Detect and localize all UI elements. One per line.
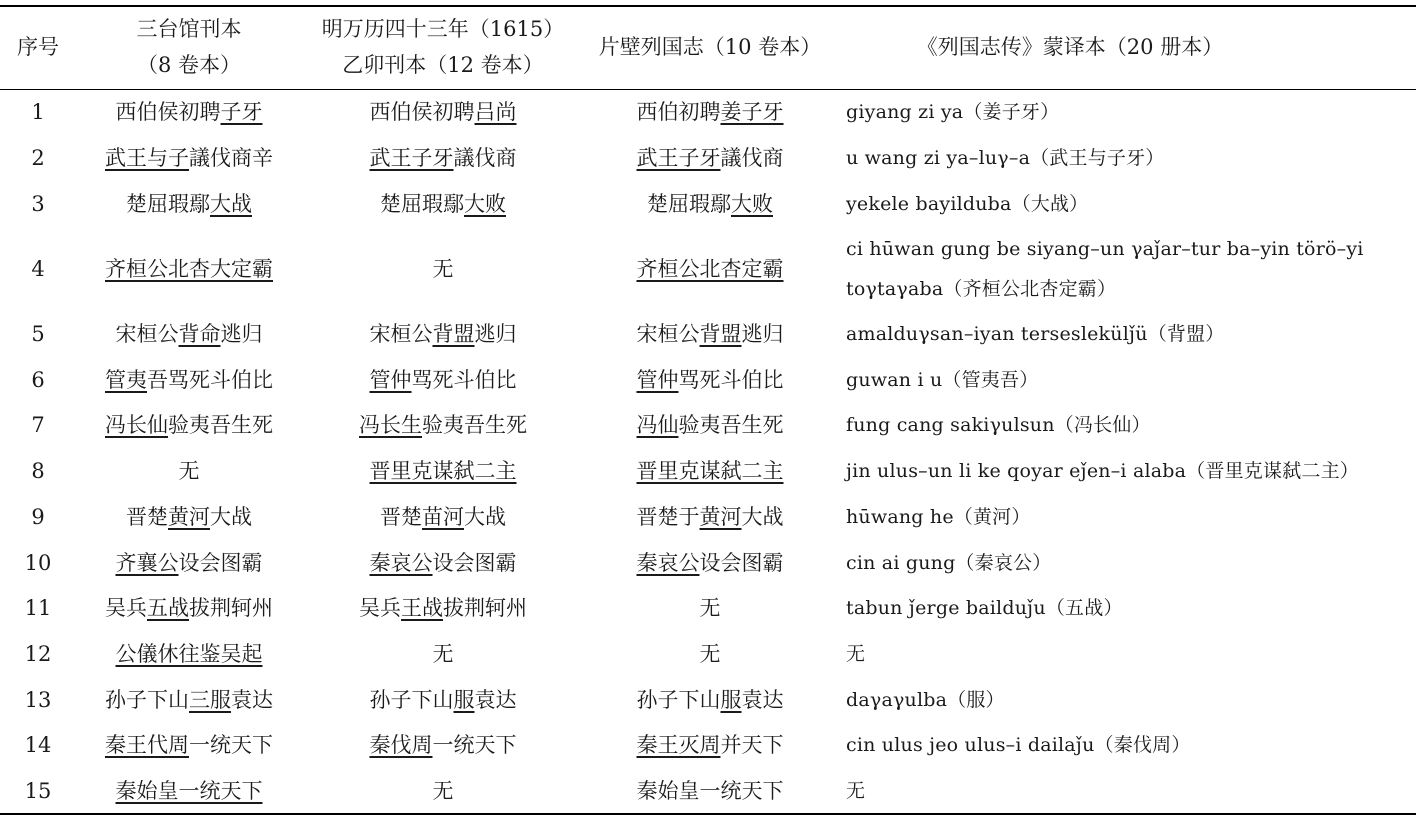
text-segment: 一统天下 (189, 733, 273, 757)
table-top-rule (0, 5, 1416, 7)
row-number: 4 (31, 257, 45, 281)
row-number: 6 (31, 368, 45, 392)
underlined-segment: 晋里克谋弑二主 (369, 459, 517, 483)
text-segment: 无 (699, 596, 721, 620)
underlined-segment: 苗河 (422, 505, 464, 529)
title-cell-c2 (433, 634, 454, 674)
header-cell-4 (599, 29, 821, 65)
mongolian-translation-cell: cin ai gung（秦哀公） (846, 552, 1052, 574)
underlined-segment: 大败 (464, 192, 506, 216)
header-line: 序号 (17, 35, 59, 59)
title-cell-c2 (370, 451, 517, 491)
underlined-segment: 秦伐周 (369, 733, 433, 757)
underlined-segment: 管仲 (369, 368, 412, 392)
underlined-segment: 齐桓公北杏定霸 (636, 257, 784, 281)
mongolian-translation-cell: guwan i u（管夷吾） (846, 369, 1039, 391)
header-cell-3 (322, 11, 564, 83)
row-number: 15 (24, 779, 52, 803)
title-cell-c1 (179, 451, 200, 491)
underlined-segment: 背盟 (699, 322, 742, 346)
title-cell-c3 (637, 771, 784, 811)
text-segment: 无 (432, 257, 454, 281)
underlined-segment: 管夷 (105, 368, 147, 392)
title-cell-c3 (700, 634, 721, 674)
title-cell-c3 (647, 184, 773, 224)
text-segment: 宋桓公 (369, 322, 433, 346)
text-segment: 设会图霸 (432, 551, 517, 575)
header-cell-1 (17, 29, 59, 65)
underlined-segment: 三服 (189, 688, 231, 712)
row-number: 14 (24, 733, 52, 757)
title-cell-c2 (370, 725, 517, 765)
title-cell-c2 (380, 497, 506, 537)
text-segment: 晋楚于 (636, 505, 700, 529)
title-cell-c1 (105, 725, 273, 765)
text-segment: 楚屈瑕鄢 (380, 192, 464, 216)
text-segment: 无 (178, 459, 200, 483)
mongolian-translation-cell: giyang zi ya（姜子牙） (846, 101, 1060, 123)
title-cell-c3 (637, 92, 784, 132)
mongolian-translation-cell: amalduγsan–iyan terseslekülǰü（背盟） (846, 323, 1225, 345)
text-segment: 逃归 (741, 322, 784, 346)
title-cell-c1 (116, 771, 263, 811)
title-cell-c2 (370, 360, 517, 400)
header-cell-5 (917, 29, 1223, 65)
underlined-segment: 王战 (401, 596, 443, 620)
underlined-segment: 公儀休往鉴吴起 (115, 642, 263, 666)
underlined-segment: 秦王灭周 (636, 733, 721, 757)
text-segment: 吴兵 (105, 596, 147, 620)
title-cell-c3 (637, 680, 784, 720)
title-cell-c3 (700, 588, 721, 628)
underlined-segment: 秦哀公 (369, 551, 433, 575)
mongolian-translation-cell: hūwang he（黄河） (846, 506, 1031, 528)
mongolian-translation-cell: cin ulus jeo ulus–i dailaǰu（秦伐周） (846, 734, 1191, 756)
text-segment: 袁达 (231, 688, 273, 712)
text-segment: 議伐商辛 (189, 146, 273, 170)
text-segment: 大战 (210, 505, 252, 529)
title-cell-c1 (105, 405, 273, 445)
title-cell-c2 (359, 405, 527, 445)
text-segment: 逃归 (474, 322, 517, 346)
row-number: 10 (24, 551, 52, 575)
title-cell-c3 (637, 138, 784, 178)
row-number: 5 (31, 322, 45, 346)
mongolian-translation-cell: yekele bayilduba（大战） (846, 193, 1089, 215)
title-cell-c1 (116, 92, 263, 132)
title-cell-c2 (433, 771, 454, 811)
row-number: 2 (31, 146, 45, 170)
row-number: 1 (31, 100, 45, 124)
title-cell-c1 (105, 138, 273, 178)
underlined-segment: 武王与子 (105, 146, 189, 170)
title-cell-c1 (126, 497, 252, 537)
underlined-segment: 齐襄公 (115, 551, 179, 575)
text-segment: 大战 (741, 505, 784, 529)
text-segment: 孙子下山 (636, 688, 721, 712)
underlined-segment: 姜子牙 (720, 100, 784, 124)
text-segment: 孙子下山 (105, 688, 189, 712)
underlined-segment: 秦王代周 (105, 733, 189, 757)
header-line: 三台馆刊本 (136, 17, 242, 41)
underlined-segment: 服 (453, 688, 475, 712)
underlined-segment: 吕尚 (474, 100, 517, 124)
header-line: 片壁列国志（10 卷本） (598, 35, 822, 59)
underlined-segment: 背盟 (432, 322, 475, 346)
mongolian-translation-cell: fung cang sakiγulsun（冯长仙） (846, 414, 1151, 436)
underlined-segment: 服 (720, 688, 742, 712)
title-cell-c3 (637, 405, 784, 445)
title-cell-c3 (637, 543, 784, 583)
mongolian-translation-cell: ci hūwan gung be siyang–un γaǰar–tur ba–yin törö–yi toγtaγaba（齐桓公北杏定霸） (846, 238, 1364, 300)
underlined-segment: 背命 (178, 322, 221, 346)
text-segment: 大战 (464, 505, 506, 529)
title-cell-c1 (105, 680, 273, 720)
text-segment: 吴兵 (359, 596, 401, 620)
underlined-segment: 冯仙 (636, 413, 679, 437)
underlined-segment: 子牙 (220, 100, 263, 124)
title-cell-c3 (637, 360, 784, 400)
underlined-segment: 秦始皇一统天下 (115, 779, 263, 803)
underlined-segment: 晋里克谋弑二主 (636, 459, 784, 483)
mongolian-translation-cell: jin ulus–un li ke qoyar eǰen–i alaba（晋里克谋弑二主） (846, 460, 1359, 482)
underlined-segment: 武王子牙 (636, 146, 721, 170)
mongolian-translation-cell: tabun ǰerge bailduǰu（五战） (846, 597, 1123, 619)
text-segment: 晋楚 (380, 505, 422, 529)
text-segment: 秦始皇一统天下 (636, 779, 784, 803)
text-segment: 議伐商 (453, 146, 517, 170)
text-segment: 議伐商 (720, 146, 784, 170)
text-segment: 宋桓公 (636, 322, 700, 346)
text-segment: 袁达 (474, 688, 517, 712)
title-cell-c2 (433, 249, 454, 289)
text-segment: 拔荆轲州 (189, 596, 273, 620)
text-segment: 无 (432, 642, 454, 666)
underlined-segment: 齐桓公北杏大定霸 (105, 257, 273, 281)
text-segment: 西伯初聘 (636, 100, 721, 124)
text-segment: 验夷吾生死 (168, 413, 273, 437)
title-cell-c1 (105, 360, 273, 400)
text-segment: 晋楚 (126, 505, 168, 529)
text-segment: 骂死斗伯比 (411, 368, 517, 392)
underlined-segment: 冯长仙 (105, 413, 168, 437)
text-segment: 一统天下 (432, 733, 517, 757)
text-segment: 西伯侯初聘 (115, 100, 221, 124)
text-segment: 设会图霸 (699, 551, 784, 575)
text-segment: 逃归 (220, 322, 263, 346)
header-line: （8 卷本） (136, 53, 242, 77)
title-cell-c1 (126, 184, 252, 224)
mongolian-translation-cell: 无 (846, 780, 866, 802)
title-cell-c2 (380, 184, 506, 224)
title-cell-c2 (370, 138, 517, 178)
mongolian-translation-cell: u wang zi ya–luγ–a（武王与子牙） (846, 147, 1165, 169)
row-number: 3 (31, 192, 45, 216)
row-number: 11 (24, 596, 52, 620)
title-cell-c1 (116, 543, 263, 583)
header-line: 乙卯刊本（12 卷本） (342, 53, 544, 77)
mongolian-translation-cell: 无 (846, 643, 866, 665)
text-segment: 楚屈瑕鄢 (126, 192, 210, 216)
title-cell-c3 (637, 451, 784, 491)
title-cell-c2 (370, 314, 517, 354)
title-cell-c3 (637, 314, 784, 354)
underlined-segment: 武王子牙 (369, 146, 454, 170)
title-cell-c1 (105, 249, 273, 289)
underlined-segment: 大战 (210, 192, 252, 216)
text-segment: 孙子下山 (369, 688, 454, 712)
underlined-segment: 冯长生 (359, 413, 422, 437)
underlined-segment: 黄河 (699, 505, 742, 529)
title-cell-c1 (116, 634, 263, 674)
underlined-segment: 黄河 (168, 505, 210, 529)
text-segment: 设会图霸 (178, 551, 263, 575)
underlined-segment: 大败 (731, 192, 773, 216)
text-segment: 验夷吾生死 (678, 413, 784, 437)
text-segment: 楚屈瑕鄢 (647, 192, 731, 216)
underlined-segment: 五战 (147, 596, 189, 620)
table-bottom-rule (0, 813, 1416, 815)
title-cell-c2 (370, 680, 517, 720)
title-cell-c2 (370, 92, 517, 132)
text-segment: 吾骂死斗伯比 (147, 368, 273, 392)
underlined-segment: 秦哀公 (636, 551, 700, 575)
text-segment: 拔荆轲州 (443, 596, 527, 620)
row-number: 13 (24, 688, 52, 712)
title-cell-c1 (105, 588, 273, 628)
text-segment: 骂死斗伯比 (678, 368, 784, 392)
underlined-segment: 管仲 (636, 368, 679, 392)
text-segment: 无 (699, 642, 721, 666)
title-cell-c3 (637, 725, 784, 765)
mongolian-translation-cell: daγaγulba（服） (846, 689, 1005, 711)
title-cell-c3 (637, 249, 784, 289)
header-cell-2 (137, 11, 242, 83)
text-segment: 西伯侯初聘 (369, 100, 475, 124)
title-cell-c3 (637, 497, 784, 537)
row-number: 9 (31, 505, 45, 529)
text-segment: 并天下 (720, 733, 784, 757)
text-segment: 宋桓公 (115, 322, 179, 346)
row-number: 7 (31, 413, 45, 437)
text-segment: 袁达 (741, 688, 784, 712)
title-cell-c2 (359, 588, 527, 628)
header-line: 《列国志传》蒙译本（20 册本） (916, 35, 1224, 59)
title-cell-c2 (370, 543, 517, 583)
row-number: 12 (24, 642, 52, 666)
row-number: 8 (31, 459, 45, 483)
header-line: 明万历四十三年（1615） (321, 17, 565, 41)
text-segment: 无 (432, 779, 454, 803)
title-cell-c1 (116, 314, 263, 354)
table-header-rule (0, 89, 1416, 90)
text-segment: 验夷吾生死 (422, 413, 527, 437)
